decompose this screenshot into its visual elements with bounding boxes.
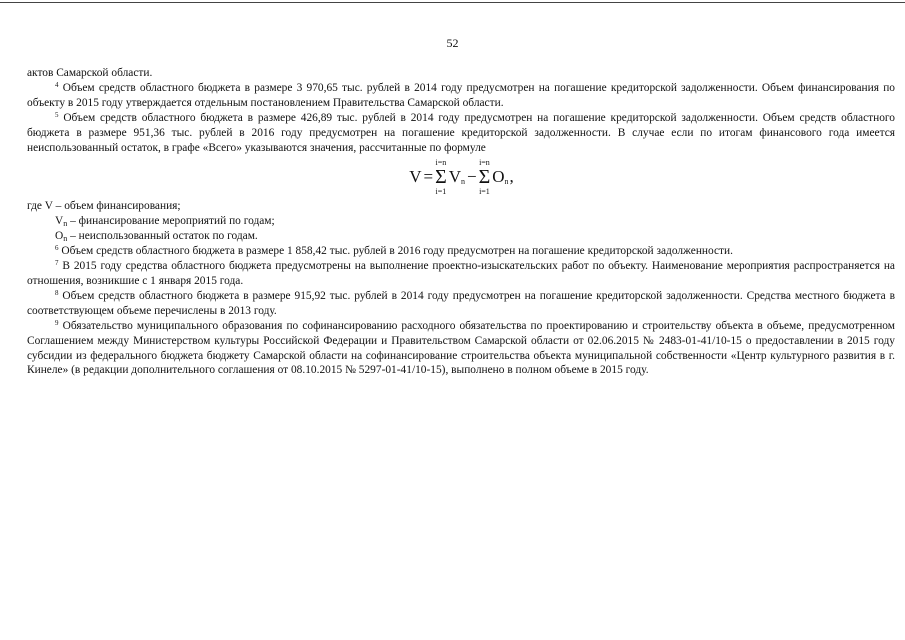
paragraph-continuation: актов Самарской области. (27, 67, 153, 79)
footnote-9 (27, 319, 895, 379)
o-symbol: O (492, 166, 505, 186)
footnote-marker: 4 (55, 80, 59, 89)
sum-upper-limit: i=n (479, 158, 490, 168)
sigma-symbol: Σ (435, 166, 447, 189)
sigma-symbol: Σ (478, 166, 491, 189)
footnote-marker: 7 (55, 259, 59, 268)
footnote-5 (27, 111, 895, 156)
footnote-text: Объем средств областного бюджета в размере 426,89 тыс. рублей в 2014 году предусмотрен на погашение кредиторской задолженности. Объем средств областного бюджета в размере 951,36 тыс. рублей в 2016 году предусмотрен на погашение кредиторской задолженности. В случае если по итогам финансового года имеется неиспользованный остаток, в графе «Всего» указываются значения, рассчитанные по формуле (27, 111, 895, 154)
vn-symbol: V (55, 215, 64, 228)
o-subscript: n (504, 176, 509, 186)
v-subscript: n (461, 176, 466, 186)
formula-equals: = (423, 166, 434, 186)
sum-upper-limit: i=n (435, 158, 447, 168)
page-number: 52 (446, 36, 459, 50)
v-symbol: V (448, 166, 462, 186)
sum-lower-limit: i=1 (435, 187, 447, 197)
footnote-marker: 5 (55, 110, 59, 119)
formula-lhs: V (409, 166, 422, 186)
definition-on (27, 229, 895, 244)
footnote-text: Обязательство муниципального образования по софинансированию расходного обязательства по проектированию и строительству объекта в объеме, предусмотренном Соглашением между Министерством культуры Российской Федерации и Правительством Самарской области от 02.06.2015 № 2483-01-41/10-15 о предоставлении в 2015 году субсидии из федерального бюджета бюджету Самарской области на софинансирование строительства объекта муниципальной собственности «Центр культурного развития в г. Кинеле» (в редакции дополнительного соглашения от 08.10.2015 № 5297-01-41/10-15), выполнено в полном объеме в 2015 году. (27, 319, 895, 377)
footnote-text: Объем средств областного бюджета в размере 915,92 тыс. рублей в 2014 году предусмотрен на погашение кредиторской задолженности. Средства местного бюджета в соответствующем объеме перечислены в 2013 году. (27, 289, 895, 317)
sum-operator (479, 158, 491, 196)
sum-lower-limit: i=1 (479, 187, 490, 197)
footnote-6 (27, 244, 895, 259)
footnote-7 (27, 259, 895, 289)
formula-o-term (492, 166, 509, 186)
sum-operator (435, 158, 447, 196)
on-text: – неиспользованный остаток по годам. (67, 230, 258, 243)
footnote-marker: 9 (55, 318, 59, 327)
footnote-8 (27, 289, 895, 319)
footnote-marker: 8 (55, 288, 59, 297)
where-clause: где V – объем финансирования; (27, 200, 181, 213)
definition-vn (27, 214, 895, 229)
vn-subscript: n (63, 219, 68, 229)
footnote-text: Объем средств областного бюджета в размере 3 970,65 тыс. рублей в 2014 году предусмотрен на погашение кредиторской задолженности. Объем финансирования по объекту в 2015 году утверждается отдельным постановлением Правительства Самарской области. (27, 81, 895, 109)
on-symbol: O (55, 230, 64, 243)
top-border-line (0, 2, 905, 3)
formula-v-term (448, 166, 466, 186)
footnote-text: В 2015 году средства областного бюджета предусмотрены на выполнение проектно-изыскательских работ по объекту. Наименование мероприятия распространяется на отношения, возникшие с 1 января 2015 года. (27, 260, 895, 287)
formula-comma: , (509, 166, 514, 186)
formula (27, 155, 895, 199)
footnote-marker: 6 (55, 244, 59, 253)
footnote-text: Объем средств областного бюджета в размере 1 858,42 тыс. рублей в 2016 году предусмотрен на погашение кредиторской задолженности. (58, 245, 733, 258)
formula-minus: − (467, 166, 477, 186)
footnote-4 (27, 81, 895, 111)
footnotes-section (27, 66, 895, 378)
on-subscript: n (63, 234, 68, 244)
vn-text: – финансирование мероприятий по годам; (67, 215, 275, 228)
